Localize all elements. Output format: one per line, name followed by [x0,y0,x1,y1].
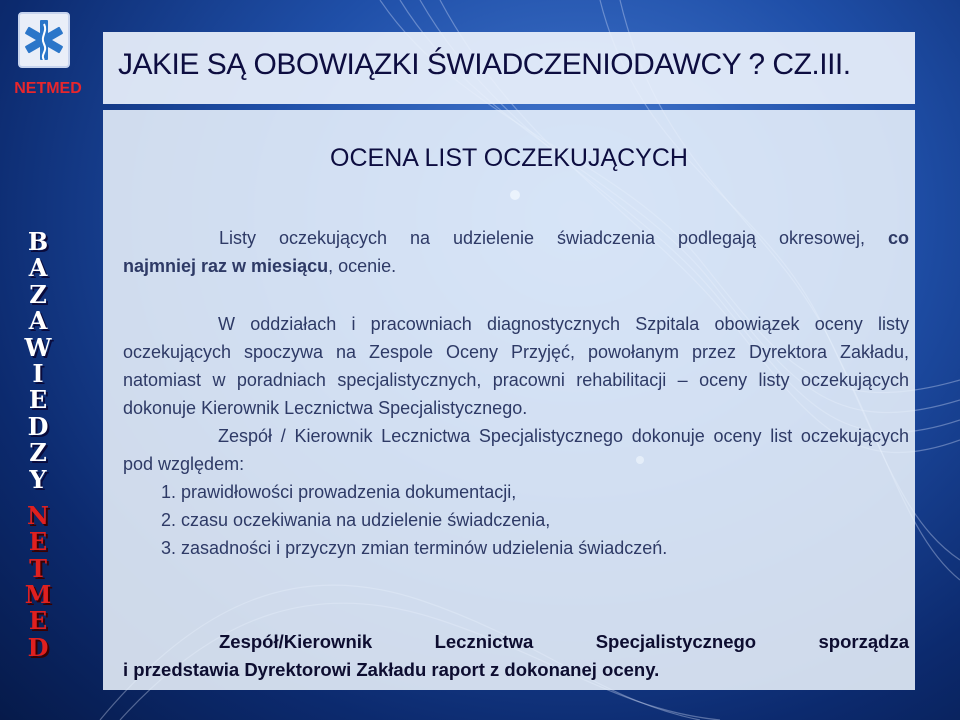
side-banner [18,228,58,660]
side-letter: E [28,606,48,636]
netmed-logo [8,8,82,98]
section-subtitle: OCENA LIST OCZEKUJĄCYCH [330,144,688,172]
content-panel [103,110,915,690]
side-letter: I [32,358,44,388]
side-letter: Z [29,438,47,468]
side-letter: M [24,580,52,610]
side-banner-bottom [18,502,58,660]
paragraph-4 [123,628,909,684]
side-letter: N [27,500,49,530]
paragraph-4-line-2: i przedstawia Dyrektorowi Zakładu raport z dokonanej oceny. [123,659,660,680]
paragraph-3: Zespół / Kierownik Lecznictwa Specjalistycznego dokonuje oceny list oczekujących pod względem: [123,426,909,474]
list-item: 1. prawidłowości prowadzenia dokumentacji, [161,482,517,502]
side-letter: T [29,553,47,583]
slide-title: JAKIE SĄ OBOWIĄZKI ŚWIADCZENIODAWCY ? CZ.III. [118,48,851,81]
side-letter: W [24,332,52,362]
paragraph-2: W oddziałach i pracowniach diagnostycznych Szpitala obowiązek oceny listy oczekujących spoczywa na Zespole Oceny Przyjęć, powołanym przez Dyrektora Zakładu, natomiast w poradniach specjalistycznych, pracowni rehabilitacji – oceny listy oczekujących dokonuje Kierownik Lecznictwa Specjalistycznego. Zespół / Kierownik Lecznictwa Specjalistycznego dokonuje oceny list oczekujących pod względem: 1. prawidłowości prowadzenia dokumentacji, 2. czasu oczekiwania na udzielenie świadczenia, 3. zasadności i przyczyn zmian terminów udzielenia świadczeń. [123,310,909,562]
side-letter: Y [29,464,47,494]
logo-brand-text: NETMED [14,80,82,97]
side-banner-top [18,228,58,492]
side-letter: B [27,227,49,256]
list-item: 2. czasu oczekiwania na udzielenie świadczenia, [161,510,551,530]
paragraph-1-line-2: najmniej raz w miesiącu, ocenie. [123,256,397,276]
side-letter: D [27,632,49,662]
side-letter: Z [29,279,47,309]
side-letter: A [28,306,48,336]
side-letter: E [28,527,48,557]
paragraph-1-line-1: Listy oczekujących na udzielenie świadczenia podlegają okresowej, co [219,228,909,248]
side-letter: E [28,385,48,415]
side-letter: D [27,411,49,441]
paragraph-1 [123,224,909,280]
paragraph-4-line-1: Zespół/Kierownik Lecznictwa Specjalistycznego sporządza [219,631,909,652]
list-item: 3. zasadności i przyczyn zmian terminów udzielenia świadczeń. [161,538,668,558]
side-letter: A [28,253,48,283]
medical-star-icon [18,12,70,68]
